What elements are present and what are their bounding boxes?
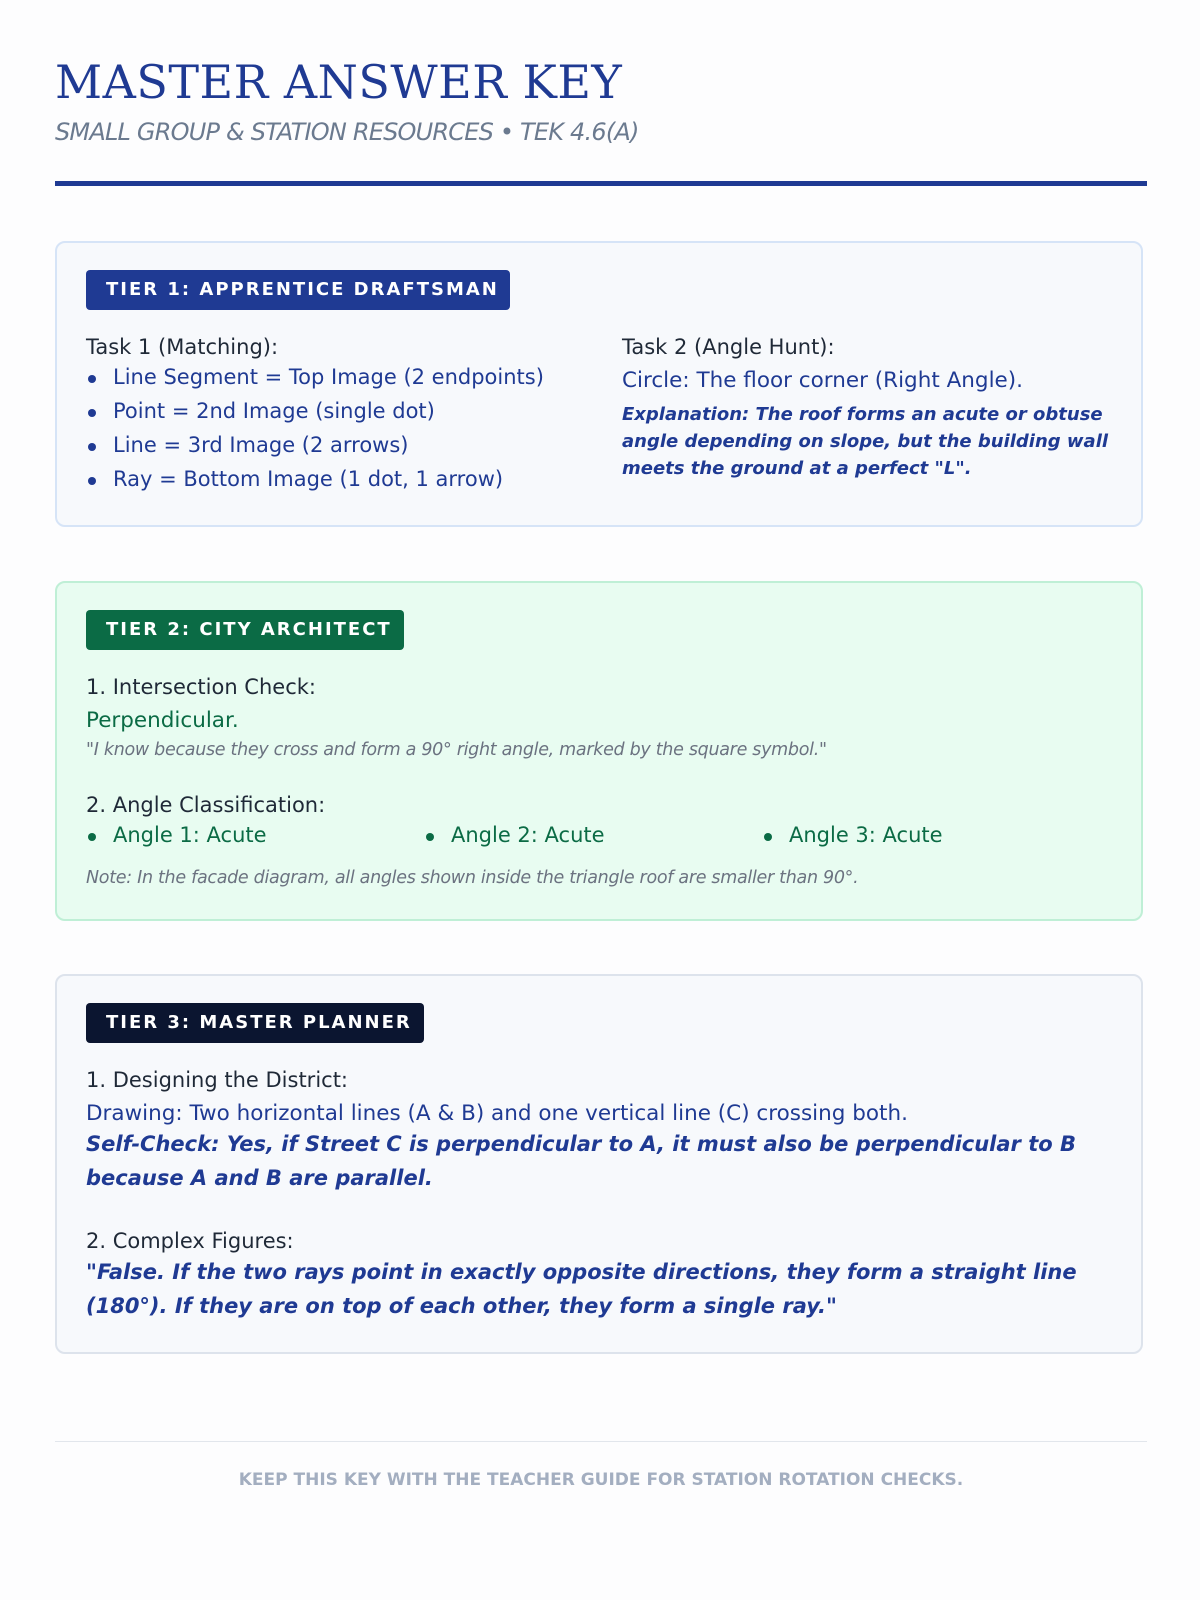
facade-note: Note: In the facade diagram, all angles shown inside the triangle roof are smaller than 90°. [86, 868, 859, 888]
angle-list-2 [424, 818, 605, 852]
designing-district-heading: 1. Designing the District: [86, 1068, 349, 1092]
footer-note: KEEP THIS KEY WITH THE TEACHER GUIDE FOR STATION ROTATION CHECKS. [238, 1470, 964, 1490]
list-item: Ray = Bottom Image (1 dot, 1 arrow) [86, 462, 544, 496]
complex-figures-heading: 2. Complex Figures: [86, 1229, 294, 1253]
list-item: Line Segment = Top Image (2 endpoints) [86, 360, 544, 394]
task1-heading: Task 1 (Matching): [86, 335, 279, 359]
self-check-answer: Self-Check: Yes, if Street C is perpendicular to A, it must also be perpendicular to B because A and B are parallel. [86, 1132, 1076, 1190]
angle-list-3 [762, 818, 943, 852]
intersection-check-quote: "I know because they cross and form a 90° right angle, marked by the square symbol." [86, 740, 827, 760]
list-item: Angle 2: Acute [424, 818, 605, 852]
list-item: Line = 3rd Image (2 arrows) [86, 428, 544, 462]
tier3-badge: TIER 3: MASTER PLANNER [86, 1003, 424, 1043]
page-title: MASTER ANSWER KEY [55, 55, 623, 109]
list-item: Angle 1: Acute [86, 818, 267, 852]
intersection-check-heading: 1. Intersection Check: [86, 675, 316, 699]
angle-list-1 [86, 818, 267, 852]
task2-explanation: Explanation: The roof forms an acute or obtuse angle depending on slope, but the building wall meets the ground at a perfect "L". [622, 404, 1109, 479]
task2-answer: Circle: The floor corner (Right Angle). [622, 368, 1024, 393]
tier1-card [55, 241, 1143, 527]
angle-classification-heading: 2. Angle Classification: [86, 793, 326, 817]
tier3-card [55, 974, 1143, 1354]
page-subtitle: SMALL GROUP & STATION RESOURCES • TEK 4.6(A) [55, 118, 639, 146]
tier2-card [55, 581, 1143, 921]
tier2-badge: TIER 2: CITY ARCHITECT [86, 610, 404, 650]
intersection-check-answer: Perpendicular. [86, 708, 239, 733]
task2-heading: Task 2 (Angle Hunt): [622, 335, 835, 359]
footer-divider [55, 1441, 1147, 1442]
complex-figures-answer: "False. If the two rays point in exactly opposite directions, they form a straight line (180°). If they are on top of each other, they form a single ray." [86, 1260, 1077, 1318]
task1-answer-list [86, 360, 544, 496]
list-item: Point = 2nd Image (single dot) [86, 394, 544, 428]
tier1-badge: TIER 1: APPRENTICE DRAFTSMAN [86, 270, 510, 310]
drawing-answer: Drawing: Two horizontal lines (A & B) and one vertical line (C) crossing both. [86, 1101, 908, 1126]
list-item: Angle 3: Acute [762, 818, 943, 852]
header-divider [55, 181, 1147, 186]
